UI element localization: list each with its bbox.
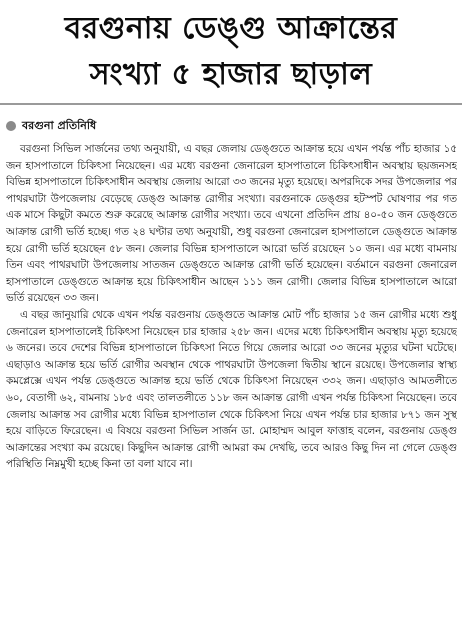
article-paragraph-2: এ বছর জানুয়ারি থেকে এখন পর্যন্ত বরগুনায় ডেঙ্গুতে আক্রান্ত মোট পাঁচ হাজার ১৫ জন রোগীর মধ্যে শুধু জেনারেল হাসপাতালেই চিকিৎসা নিয়েছেন চার হাজার ২৫৮ জন। এদের মধ্যে চিকিৎসাধীন অবস্থায় মৃত্যু হয়েছে ৬ জনের। তবে দেশের বিভিন্ন হাসপাতালে চিকিৎসা নিতে গিয়ে জেলার আরো ৩৩ জনের মৃত্যুর ঘটনা ঘটেছে। এছাড়াও আক্রান্ত হয়ে ভর্তি রোগীর অবস্থান থেকে পাথরঘাটা উপজেলা দ্বিতীয় স্থানে রয়েছে। উপজেলার স্বাস্থ্য কমপ্লেক্সে এখন পর্যন্ত ডেঙ্গুতে আক্রান্ত হয়ে ভর্তি থেকে চিকিৎসা নিয়েছেন ৩৩২ জন। এছাড়াও আমতলীতে ৬০, বেতাগী ৬২, বামনায় ১৮৫ এবং তালতলীতে ১১৮ জন আক্রান্ত রোগী এখন পর্যন্ত চিকিৎসা নিয়েছেন। তবে জেলায় আক্রান্ত সব রোগীর মধ্যে বিভিন্ন হাসপাতাল থেকে চিকিৎসা নিয়ে এখন পর্যন্ত চার হাজার ৮৭১ জন সুস্থ হয়ে বাড়িতে ফিরেছেন। এ বিষয়ে বরগুনা সিভিল সার্জন ডা. মোহাম্মদ আবুল ফাত্তাহ বলেন, বরগুনায় ডেঙ্গু আক্রান্তের সংখ্যা কম রয়েছে। কিছুদিন আক্রান্ত রোগী আমরা কম দেখছি, তবে আরও কিছু দিন না গেলে ডেঙ্গু পরিস্থিতি নিম্নমুখী হচ্ছে কিনা তা বলা যাবে না।	[6, 308, 457, 471]
headline-divider	[0, 103, 462, 105]
article-paragraph-1: বরগুনা সিভিল সার্জনের তথ্য অনুযায়ী, এ বছর জেলায় ডেঙ্গুতে আক্রান্ত হয়ে এখন পর্যন্ত পাঁচ হাজার ১৫ জন হাসপাতালে চিকিৎসা নিয়েছেন। এর মধ্যে বরগুনা জেনারেল হাসপাতালে চিকিৎসাধীন অবস্থায় ছয়জনসহ বিভিন্ন হাসপাতালে চিকিৎসাধীন অবস্থায় জেলায় আরো ৩৩ জনের মৃত্যু হয়েছে। অপরদিকে সদর উপজেলার পর পাথরঘাটা উপজেলায় বেড়েছে ডেঙ্গু আক্রান্ত রোগীর সংখ্যা। বরগুনাকে ডেঙ্গুর হটস্পট ঘোষণার পর গত এক মাসে কিছুটা কমতে শুরু করেছে আক্রান্ত রোগীর সংখ্যা। তবে এখনো প্রতিদিন প্রায় ৪০-৫০ জন ডেঙ্গুতে আক্রান্ত রোগী ভর্তি হচ্ছে। গত ২৪ ঘণ্টার তথ্য অনুযায়ী, শুধু বরগুনা জেনারেল হাসপাতালে ডেঙ্গুতে আক্রান্ত হয়ে রোগী ভর্তি হয়েছেন ৫৮ জন। জেলার বিভিন্ন হাসপাতালে আরো ভর্তি রয়েছেন ১০ জন। এর মধ্যে বামনায় তিন এবং পাথরঘাটা উপজেলায় সাতজন ডেঙ্গুতে আক্রান্ত রোগী ভর্তি হয়েছেন। বর্তমানে বরগুনা জেনারেল হাসপাতালে ডেঙ্গুতে আক্রান্ত হয়ে চিকিৎসাধীন আছেন ১১১ জন রোগী। জেলার বিভিন্ন হাসপাতালে আরো ভর্তি রয়েছেন ৩৩ জন।	[6, 143, 457, 305]
article-body	[6, 141, 457, 623]
bullet-icon	[6, 121, 16, 131]
headline-line-2: সংখ্যা ৫ হাজার ছাড়াল	[89, 57, 373, 92]
headline	[0, 6, 462, 98]
byline-text: বরগুনা প্রতিনিধি	[22, 118, 97, 132]
byline	[6, 117, 96, 135]
headline-line-1: বরগুনায় ডেঙ্গু আক্রান্তের	[64, 11, 398, 46]
